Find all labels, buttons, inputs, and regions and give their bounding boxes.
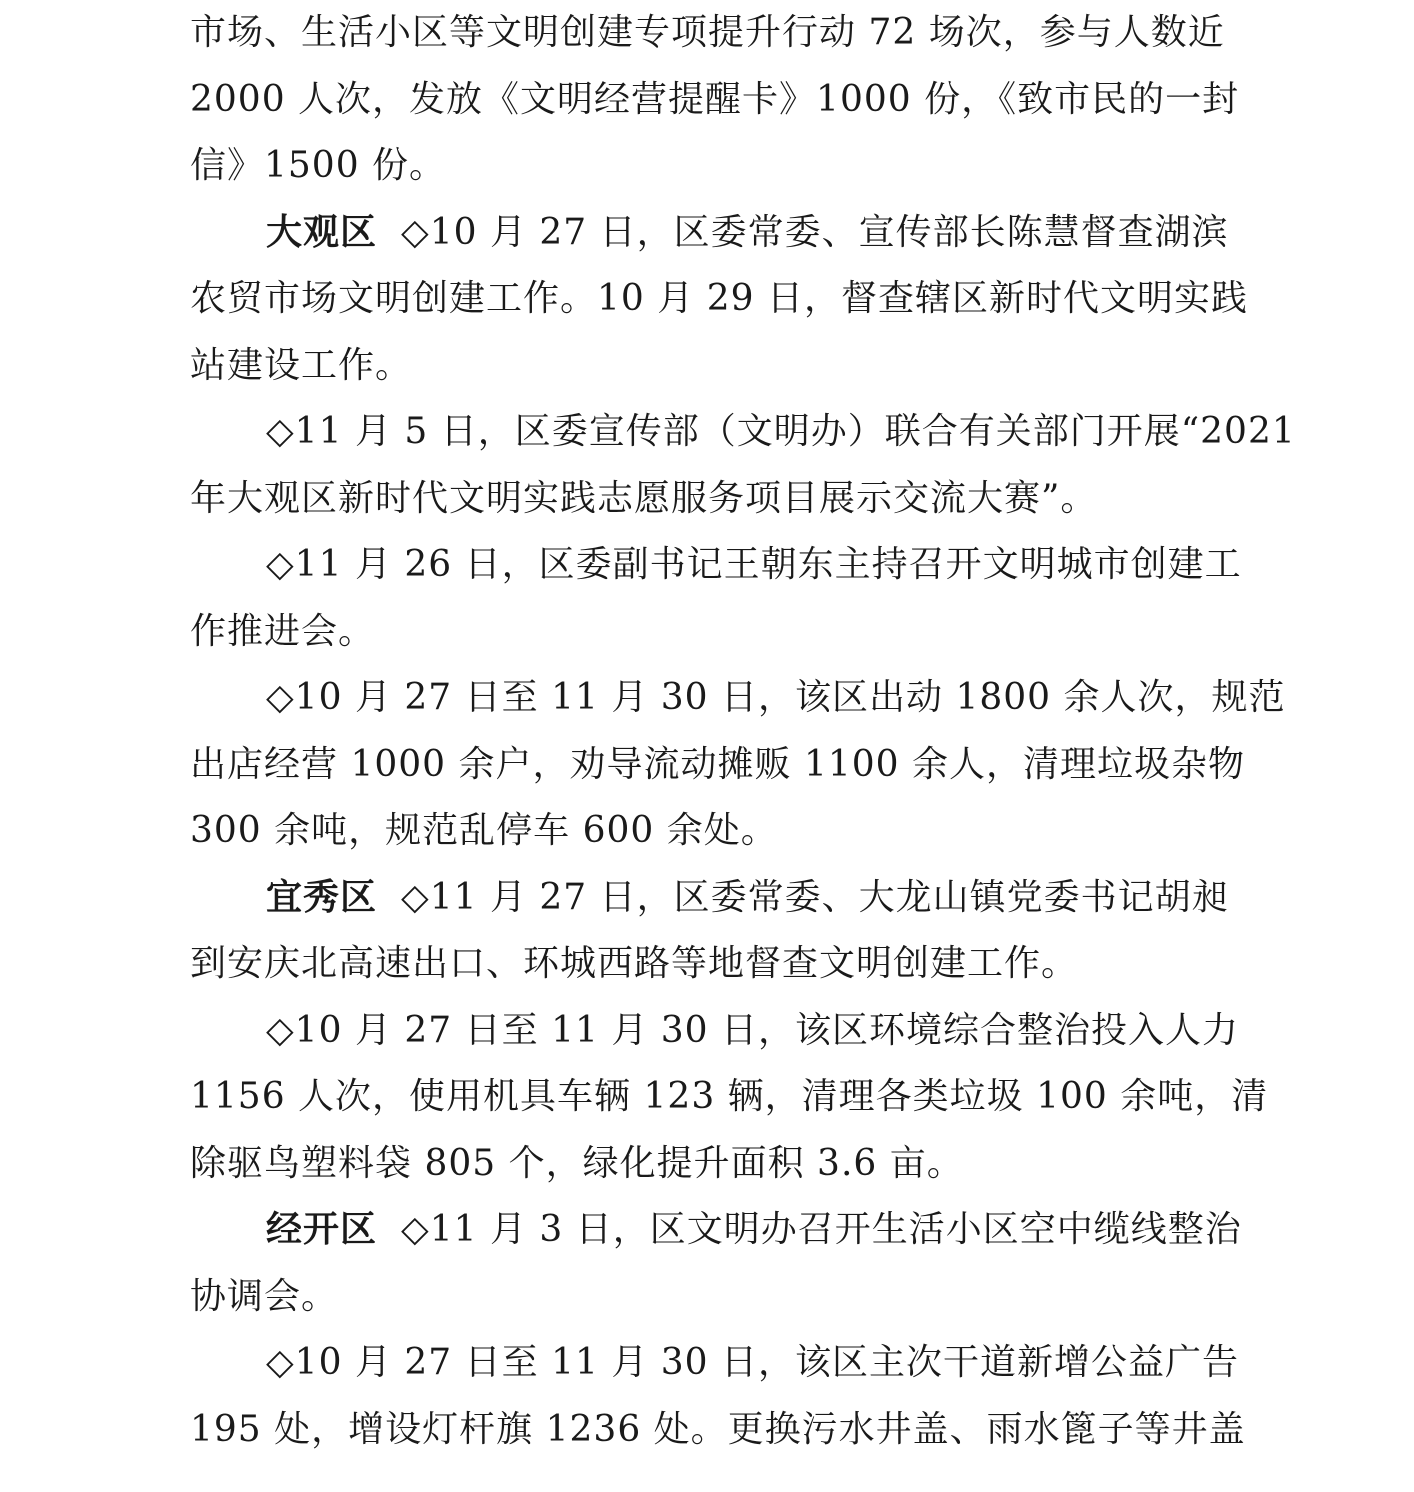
text-line xyxy=(190,865,1229,932)
paragraph-item xyxy=(190,998,1269,1198)
paragraph-daguan xyxy=(190,200,1248,400)
text-line: 出店经营 1000 余户，劝导流动摊贩 1100 余人，清理垃圾杂物 xyxy=(190,743,1246,785)
text-line: 信》1500 份。 xyxy=(190,145,447,186)
district-heading: 宜秀区 xyxy=(266,876,378,918)
district-heading: 大观区 xyxy=(266,211,378,253)
text-line: 到安庆北高速出口、环城西路等地督查文明创建工作。 xyxy=(190,943,1079,984)
text-line xyxy=(190,200,1229,267)
paragraph-item xyxy=(190,399,1296,532)
text-line xyxy=(190,1197,1242,1264)
text-line: 农贸市场文明创建工作。10 月 29 日，督查辖区新时代文明实践 xyxy=(190,278,1248,319)
text-line: ◇10 月 27 日至 11 月 30 日，该区主次干道新增公益广告 xyxy=(266,1342,1240,1383)
paragraph-continuation xyxy=(190,0,1240,200)
paragraph-jingkai xyxy=(190,1197,1242,1330)
text-line: 市场、生活小区等文明创建专项提升行动 72 场次，参与人数近 xyxy=(190,12,1225,53)
text-line: 300 余吨，规范乱停车 600 余处。 xyxy=(190,810,778,851)
document-page xyxy=(190,0,1296,1463)
paragraph-item xyxy=(190,1330,1246,1463)
text-segment: ◇11 月 3 日，区文明办召开生活小区空中缆线整治 xyxy=(401,1209,1242,1250)
text-segment: ◇11 月 27 日，区委常委、大龙山镇党委书记胡昶 xyxy=(401,876,1229,918)
text-line: 2000 人次，发放《文明经营提醒卡》1000 份，《致市民的一封 xyxy=(190,78,1240,120)
text-line: 除驱鸟塑料袋 805 个，绿化提升面积 3.6 亩。 xyxy=(190,1142,964,1184)
text-line: ◇11 月 26 日，区委副书记王朝东主持召开文明城市创建工 xyxy=(266,544,1242,585)
district-heading: 经开区 xyxy=(266,1209,378,1250)
text-line: 1156 人次，使用机具车辆 123 辆，清理各类垃圾 100 余吨，清 xyxy=(190,1076,1269,1117)
text-line: ◇10 月 27 日至 11 月 30 日，该区出动 1800 余人次，规范 xyxy=(266,677,1286,718)
paragraph-item xyxy=(190,532,1242,665)
text-line: ◇10 月 27 日至 11 月 30 日，该区环境综合整治投入人力 xyxy=(266,1009,1240,1051)
text-line: 作推进会。 xyxy=(190,610,376,652)
text-line: 年大观区新时代文明实践志愿服务项目展示交流大赛”。 xyxy=(190,477,1098,519)
paragraph-yixiu xyxy=(190,865,1229,998)
text-line: 195 处，增设灯杆旗 1236 处。更换污水井盖、雨水篦子等井盖 xyxy=(190,1408,1246,1450)
text-segment: ◇10 月 27 日，区委常委、宣传部长陈慧督查湖滨 xyxy=(401,211,1229,253)
text-line: 协调会。 xyxy=(190,1275,339,1317)
text-line: 站建设工作。 xyxy=(190,344,413,386)
text-line: ◇11 月 5 日，区委宣传部（文明办）联合有关部门开展“2021 xyxy=(266,411,1296,452)
paragraph-item xyxy=(190,665,1286,865)
